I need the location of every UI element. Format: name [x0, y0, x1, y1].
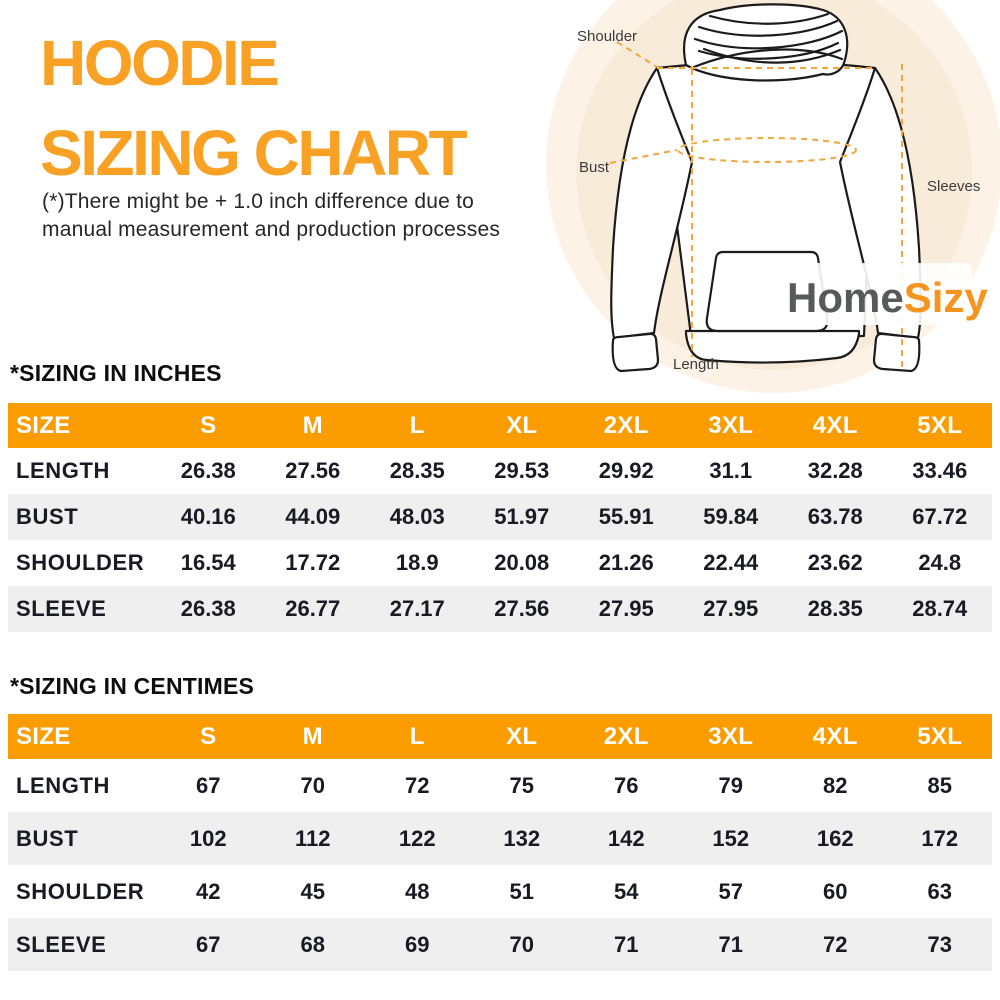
table-cell: 51: [509, 878, 534, 904]
table-cell: 21.26: [598, 550, 654, 575]
table-cell: 28.35: [807, 596, 863, 621]
table-cell: 24.8: [918, 550, 962, 575]
column-header: 2XL: [574, 403, 679, 448]
column-header: L: [365, 403, 470, 448]
row-label: SHOULDER: [16, 550, 145, 575]
table-cell: 29.92: [598, 458, 654, 483]
table-cell: 54: [614, 878, 639, 904]
table-cell: 122: [398, 825, 436, 851]
row-label: BUST: [16, 504, 79, 529]
column-header: 5XL: [888, 714, 993, 759]
row-label: BUST: [16, 825, 79, 851]
label-bust: Bust: [579, 159, 610, 176]
table-cell: 67.72: [912, 504, 968, 529]
title-line1: HOODIE: [40, 27, 278, 99]
row-label: SLEEVE: [16, 596, 107, 621]
table-cell: 26.38: [180, 458, 236, 483]
note-line2: manual measurement and production processes: [42, 217, 501, 241]
column-header: SIZE: [8, 714, 156, 759]
column-header: 2XL: [574, 714, 679, 759]
brand-logo-text: [787, 274, 988, 321]
table-cell: 70: [509, 931, 534, 957]
table-cell: 17.72: [285, 550, 341, 575]
label-sleeves: Sleeves: [927, 178, 981, 195]
table-cell: 112: [295, 825, 331, 851]
row-label: SHOULDER: [16, 878, 145, 904]
table-cell: 75: [509, 772, 534, 798]
column-header: SIZE: [8, 403, 156, 448]
table-header-row: [8, 403, 992, 448]
column-header: XL: [470, 714, 575, 759]
column-header: 3XL: [679, 403, 784, 448]
label-length: Length: [673, 356, 719, 373]
column-header: S: [156, 714, 261, 759]
table-row: [8, 540, 992, 586]
table-cell: 67: [196, 772, 221, 798]
column-header: XL: [470, 403, 575, 448]
table-cell: 26.77: [285, 596, 341, 621]
table-cell: 142: [607, 825, 645, 851]
section-title-centimes: *SIZING IN CENTIMES: [10, 673, 255, 699]
table-cell: 55.91: [598, 504, 654, 529]
note-line1: (*)There might be + 1.0 inch difference due to: [42, 190, 474, 213]
table-cell: 27.95: [598, 596, 654, 621]
table-cell: 73: [927, 931, 952, 957]
table-cell: 28.35: [389, 458, 445, 483]
table-row: [8, 865, 992, 918]
column-header: 3XL: [679, 714, 784, 759]
table-cell: 28.74: [912, 596, 968, 621]
row-label: SLEEVE: [16, 931, 107, 957]
label-shoulder: Shoulder: [577, 28, 638, 45]
table-cell: 57: [718, 878, 743, 904]
table-cell: 26.38: [180, 596, 236, 621]
table-cell: 152: [712, 825, 750, 851]
column-header: L: [365, 714, 470, 759]
table-cell: 63.78: [807, 504, 863, 529]
table-cell: 29.53: [494, 458, 550, 483]
table-row: [8, 812, 992, 865]
hoodie-right-cuff: [874, 334, 919, 371]
table-cell: 68: [300, 931, 325, 957]
hoodie-illustration: [540, 0, 1000, 397]
table-cell: 27.56: [494, 596, 550, 621]
table-cell: 42: [196, 878, 221, 904]
brand-logo: [782, 263, 988, 325]
table-cell: 20.08: [494, 550, 550, 575]
hoodie-left-cuff: [613, 334, 658, 371]
brand-sizy: Sizy: [903, 274, 988, 321]
column-header: 4XL: [783, 714, 888, 759]
table-cell: 48.03: [389, 504, 445, 529]
table-cell: 18.9: [395, 550, 439, 575]
table-cell: 70: [300, 772, 325, 798]
table-row: [8, 494, 992, 540]
table-cell: 63: [927, 878, 952, 904]
table-cell: 44.09: [285, 504, 341, 529]
table-cell: 132: [503, 825, 541, 851]
table-cell: 71: [614, 931, 639, 957]
table-cell: 27.56: [285, 458, 341, 483]
table-cell: 72: [405, 772, 430, 798]
table-cell: 48: [405, 878, 430, 904]
table-cell: 82: [823, 772, 848, 798]
table-cell: 85: [927, 772, 952, 798]
column-header: M: [261, 403, 366, 448]
page-title: [40, 18, 465, 198]
table-cell: 27.95: [703, 596, 759, 621]
table-cell: 72: [823, 931, 848, 957]
row-label: LENGTH: [16, 772, 111, 798]
table-cell: 67: [196, 931, 221, 957]
table-row: [8, 586, 992, 632]
table-row: [8, 759, 992, 812]
column-header: S: [156, 403, 261, 448]
table-cell: 23.62: [807, 550, 863, 575]
row-label: LENGTH: [16, 458, 111, 483]
sizing-table-centimes: [8, 714, 992, 971]
table-cell: 40.16: [180, 504, 236, 529]
hoodie-diagram: [540, 0, 1000, 397]
table-cell: 60: [823, 878, 848, 904]
table-cell: 162: [816, 825, 854, 851]
table-cell: 51.97: [494, 504, 550, 529]
table-cell: 45: [300, 878, 325, 904]
table-cell: 27.17: [389, 596, 445, 621]
table-cell: 69: [405, 931, 430, 957]
table-cell: 172: [921, 825, 959, 851]
table-cell: 32.28: [807, 458, 863, 483]
table-cell: 16.54: [180, 550, 236, 575]
table-cell: 76: [614, 772, 639, 798]
table-cell: 79: [718, 772, 743, 798]
table-cell: 102: [189, 825, 227, 851]
column-header: 4XL: [783, 403, 888, 448]
section-title-inches: *SIZING IN INCHES: [10, 360, 222, 386]
table-cell: 31.1: [709, 458, 753, 483]
table-cell: 59.84: [703, 504, 759, 529]
table-row: [8, 918, 992, 971]
table-row: [8, 448, 992, 494]
table-cell: 33.46: [912, 458, 968, 483]
table-cell: 22.44: [703, 550, 759, 575]
table-cell: 71: [718, 931, 743, 957]
brand-home: Home: [787, 274, 904, 321]
sizing-table-inches: [8, 403, 992, 632]
title-line2: SIZING CHART: [40, 117, 466, 189]
column-header: M: [261, 714, 366, 759]
column-header: 5XL: [888, 403, 993, 448]
table-header-row: [8, 714, 992, 759]
measurement-note: [42, 188, 500, 243]
